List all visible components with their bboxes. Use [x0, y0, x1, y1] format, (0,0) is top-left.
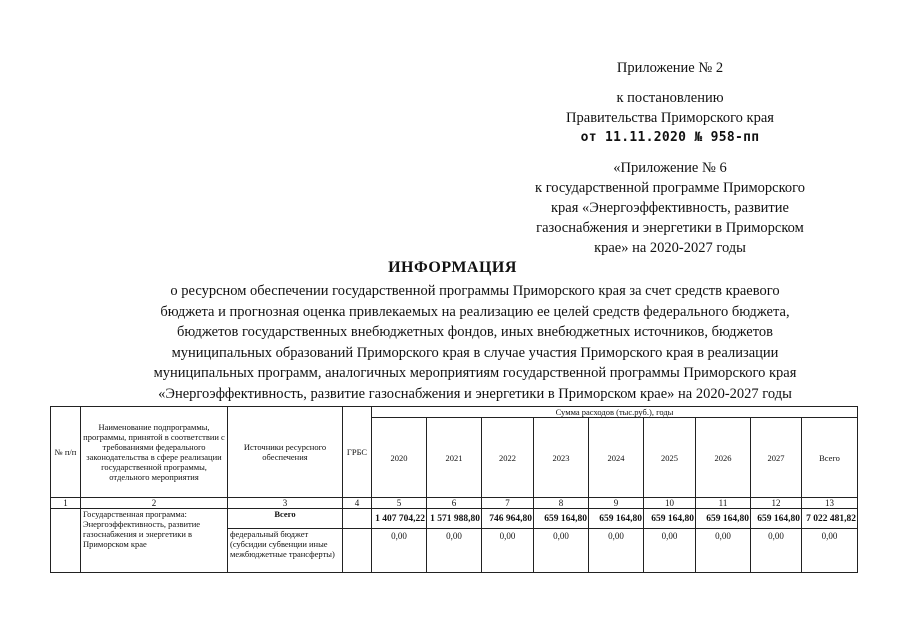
subtitle-line: бюджетов государственных внебюджетных фондов, иных внебюджетных источников, бюджетов	[177, 324, 773, 340]
header-year: 2024	[589, 418, 644, 498]
value-2025: 0,00	[644, 529, 696, 573]
table-row-total	[51, 509, 858, 529]
header-year: 2022	[482, 418, 534, 498]
col-number: 2	[81, 498, 228, 509]
value-2026: 659 164,80	[696, 509, 751, 529]
value-total: 0,00	[802, 529, 858, 573]
value-2024: 0,00	[589, 529, 644, 573]
source-total: Всего	[228, 509, 343, 529]
header-year: 2020	[372, 418, 427, 498]
subtitle-line: «Энергоэффективность, развитие газоснабжения и энергетики в Приморском крае» на 2020-2027 годы	[158, 385, 792, 402]
value-2023: 659 164,80	[534, 509, 589, 529]
document-title: ИНФОРМАЦИЯ	[388, 259, 517, 276]
header-year: 2021	[427, 418, 482, 498]
appendix-program-line2: края «Энергоэффективность, развитие	[551, 200, 789, 216]
col-number: 3	[228, 498, 343, 509]
appendix-reference: к постановлению	[616, 90, 724, 106]
appendix-program-line3: газоснабжения и энергетики в Приморском	[536, 220, 804, 236]
value-2024: 659 164,80	[589, 509, 644, 529]
header-year: 2026	[696, 418, 751, 498]
grbs-empty	[343, 509, 372, 529]
appendix-program-line1: к государственной программе Приморского	[535, 180, 805, 196]
header-row	[51, 407, 858, 418]
col-number: 6	[427, 498, 482, 509]
subtitle-line: о ресурсном обеспечении государственной программы Приморского края за счет средств краевого	[170, 283, 780, 299]
value-2027: 659 164,80	[751, 509, 802, 529]
value-2020: 1 407 704,22	[372, 509, 427, 529]
subtitle-line: муниципальных образований Приморского края в случае участия Приморского края в реализации	[171, 344, 779, 361]
value-2020: 0,00	[372, 529, 427, 573]
appendix-date-stamp: от 11.11.2020 № 958-пп	[580, 130, 760, 145]
col-number: 5	[372, 498, 427, 509]
col-number: 1	[51, 498, 81, 509]
program-name: Государственная программа: Энергоэффективность, развитие газоснабжения и энергетики в Приморском крае	[81, 509, 228, 573]
value-2021: 0,00	[427, 529, 482, 573]
header-total: Всего	[802, 418, 858, 498]
source-federal: федеральный бюджет (субсидии субвенции иные межбюджетные трансферты)	[228, 529, 343, 573]
header-sources: Источники ресурсного обеспечения	[228, 407, 343, 498]
value-2025: 659 164,80	[644, 509, 696, 529]
value-2021: 1 571 988,80	[427, 509, 482, 529]
appendix-original-number: «Приложение № 6	[613, 160, 727, 176]
subtitle-line: муниципальных программ, аналогичных мероприятиям государственной программы Приморского края	[153, 365, 797, 381]
value-2026: 0,00	[696, 529, 751, 573]
col-number: 9	[589, 498, 644, 509]
header-grbs: ГРБС	[343, 407, 372, 498]
col-number: 4	[343, 498, 372, 509]
col-number: 13	[802, 498, 858, 509]
col-number: 7	[482, 498, 534, 509]
grbs-empty	[343, 529, 372, 573]
subtitle-line: бюджета и прогнозная оценка привлекаемых на реализацию ее целей средств федерального бюджета,	[160, 303, 790, 320]
resource-table	[50, 406, 858, 573]
header-year: 2027	[751, 418, 802, 498]
appendix-number: Приложение № 2	[616, 60, 724, 76]
appendix-block	[520, 58, 820, 258]
header-year: 2025	[644, 418, 696, 498]
column-number-row	[51, 498, 858, 509]
header-sum-group: Сумма расходов (тыс.руб.), годы	[372, 407, 858, 418]
col-number: 12	[751, 498, 802, 509]
appendix-government: Правительства Приморского края	[566, 110, 774, 126]
header-name: Наименование подпрограммы, программы, принятой в соответствии с требованиями федерального законодательства в сфере реализации государственной программы, отдельного мероприятия	[81, 407, 228, 498]
header-year: 2023	[534, 418, 589, 498]
value-2022: 746 964,80	[482, 509, 534, 529]
header-num: № п/п	[51, 407, 81, 498]
col-number: 11	[696, 498, 751, 509]
row-num-empty	[51, 509, 81, 573]
col-number: 8	[534, 498, 589, 509]
value-2023: 0,00	[534, 529, 589, 573]
document-subtitle	[130, 281, 820, 404]
value-total: 7 022 481,82	[802, 509, 858, 529]
col-number: 10	[644, 498, 696, 509]
value-2027: 0,00	[751, 529, 802, 573]
value-2022: 0,00	[482, 529, 534, 573]
appendix-program-line4: крае» на 2020-2027 годы	[594, 240, 746, 256]
